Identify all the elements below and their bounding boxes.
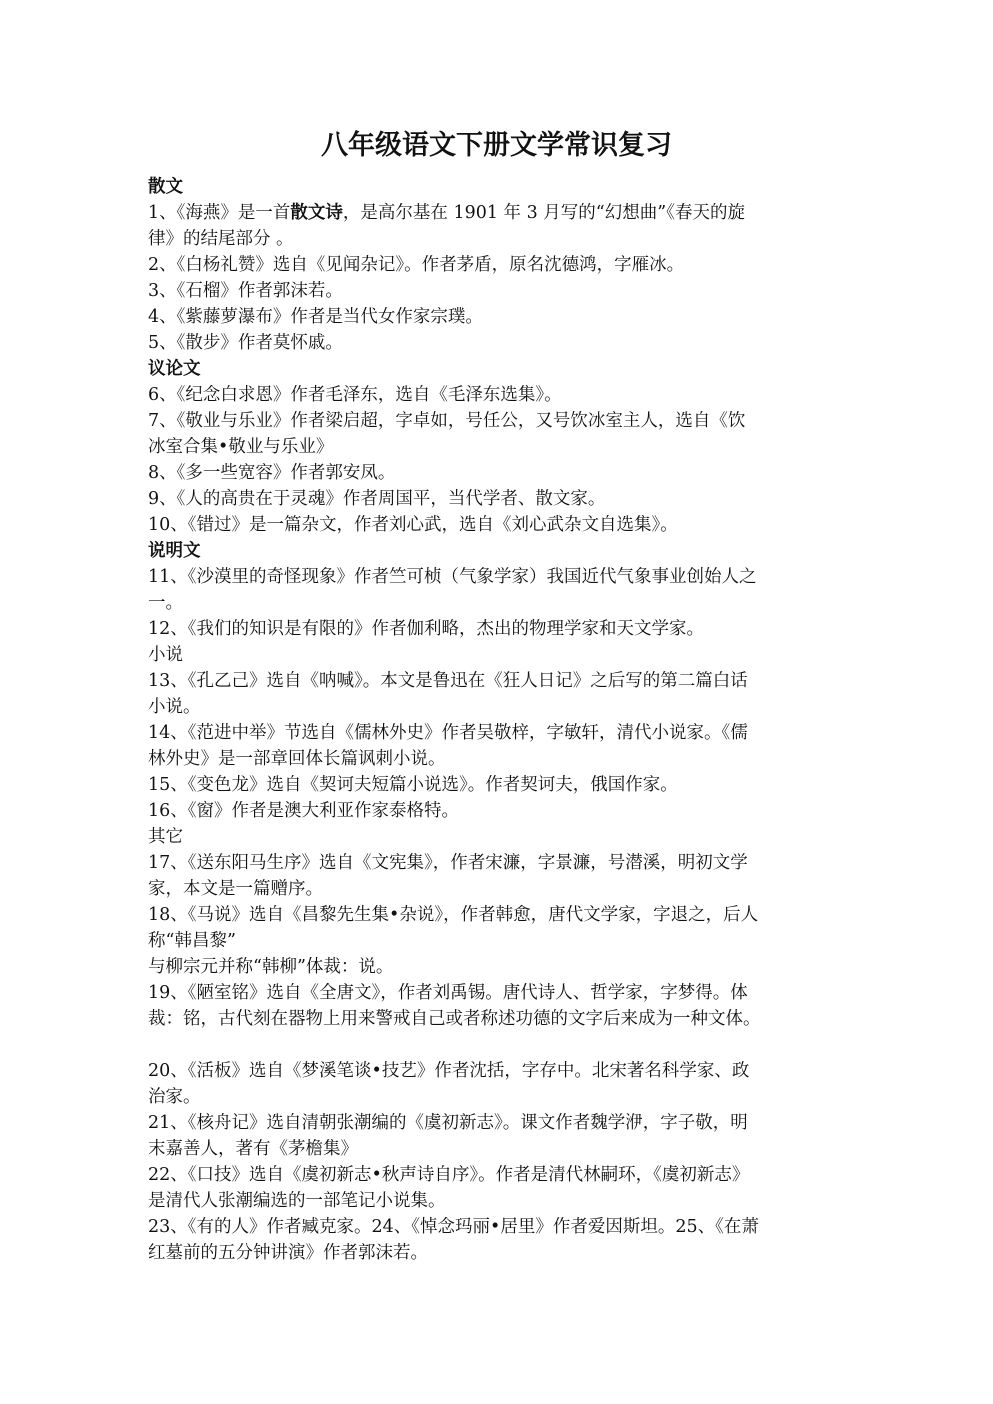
text-line: 10、《错过》是一篇杂文，作者刘心武，选自《刘心武杂文自选集》。 <box>148 515 678 535</box>
text-line: 林外史》是一部章回体长篇讽刺小说。 <box>148 749 446 769</box>
section-heading-shuomingwen: 说明文 <box>148 541 201 561</box>
section-heading-yilunwen: 议论文 <box>148 359 201 379</box>
text-line: 小说。 <box>148 697 201 717</box>
text-line: 3、《石榴》作者郭沫若。 <box>148 281 343 301</box>
text-line: 律》的结尾部分 。 <box>148 229 294 249</box>
text-line <box>148 200 848 226</box>
text-line: 9、《人的高贵在于灵魂》作者周国平，当代学者、散文家。 <box>148 489 606 509</box>
page-title: 八年级语文下册文学常识复习 <box>321 130 672 161</box>
section-heading-sanwen: 散文 <box>148 177 183 197</box>
text-line: 20、《活板》选自《梦溪笔谈•技艺》作者沈括，字存中。北宋著名科学家、政 <box>148 1061 750 1081</box>
blank-line <box>148 1032 848 1058</box>
text-line: 称“韩昌黎” <box>148 931 236 951</box>
text-line: 17、《送东阳马生序》选自《文宪集》，作者宋濂，字景濂，号潜溪，明初文学 <box>148 853 748 873</box>
text-line: 冰室合集•敬业与乐业》 <box>148 437 334 457</box>
section-heading-qita: 其它 <box>148 827 183 847</box>
section-heading-xiaoshuo: 小说 <box>148 645 183 665</box>
text-line: 与柳宗元并称“韩柳”体裁：说。 <box>148 957 394 977</box>
text-line: 13、《孔乙己》选自《呐喊》。本文是鲁迅在《狂人日记》之后写的第二篇白话 <box>148 671 748 691</box>
text-line: 一。 <box>148 593 183 613</box>
text-line: 21、《核舟记》选自清朝张潮编的《虞初新志》。课文作者魏学洢，字子敬，明 <box>148 1113 748 1133</box>
text-span: 1、《海燕》是一首 <box>148 203 291 223</box>
bold-term: 散文诗 <box>290 203 343 223</box>
text-line: 4、《紫藤萝瀑布》作者是当代女作家宗璞。 <box>148 307 483 327</box>
text-line: 6、《纪念白求恩》作者毛泽东，选自《毛泽东选集》。 <box>148 385 562 405</box>
text-line: 8、《多一些宽容》作者郭安凤。 <box>148 463 396 483</box>
text-line: 11、《沙漠里的奇怪现象》作者竺可桢（气象学家）我国近代气象事业创始人之 <box>148 567 757 587</box>
text-line: 18、《马说》选自《昌黎先生集•杂说》，作者韩愈，唐代文学家，字退之，后人 <box>148 905 759 925</box>
text-line: 19、《陋室铭》选自《全唐文》，作者刘禹锡。唐代诗人、哲学家，字梦得。体 <box>148 983 748 1003</box>
text-line: 红墓前的五分钟讲演》作者郭沫若。 <box>148 1243 428 1263</box>
text-line: 22、《口技》选自《虞初新志•秋声诗自序》。作者是清代林嗣环，《虞初新志》 <box>148 1165 750 1185</box>
text-span: ，是高尔基在 1901 年 3 月写的“幻想曲”《春天的旋 <box>342 203 745 223</box>
text-line: 是清代人张潮编选的一部笔记小说集。 <box>148 1191 446 1211</box>
text-line: 2、《白杨礼赞》选自《见闻杂记》。作者茅盾，原名沈德鸿，字雁冰。 <box>148 255 685 275</box>
text-line: 14、《范进中举》节选自《儒林外史》作者吴敬梓，字敏轩，清代小说家。《儒 <box>148 723 748 743</box>
text-line: 家，本文是一篇赠序。 <box>148 879 323 899</box>
document-body <box>148 174 848 1266</box>
text-line: 治家。 <box>148 1087 201 1107</box>
text-line: 23、《有的人》作者臧克家。24、《悼念玛丽•居里》作者爱因斯坦。25、《在萧 <box>148 1217 759 1237</box>
text-line: 12、《我们的知识是有限的》作者伽利略，杰出的物理学家和天文学家。 <box>148 619 705 639</box>
text-line: 7、《敬业与乐业》作者梁启超，字卓如，号任公，又号饮冰室主人，选自《饮 <box>148 411 746 431</box>
text-line: 16、《窗》作者是澳大利亚作家泰格特。 <box>148 801 460 821</box>
text-line: 5、《散步》作者莫怀戚。 <box>148 333 343 353</box>
text-line: 15、《变色龙》选自《契诃夫短篇小说选》。作者契诃夫，俄国作家。 <box>148 775 678 795</box>
text-line: 裁：铭，古代刻在器物上用来警戒自己或者称述功德的文字后来成为一种文体。 <box>148 1009 761 1029</box>
text-line: 末嘉善人，著有《茅檐集》 <box>148 1139 358 1159</box>
